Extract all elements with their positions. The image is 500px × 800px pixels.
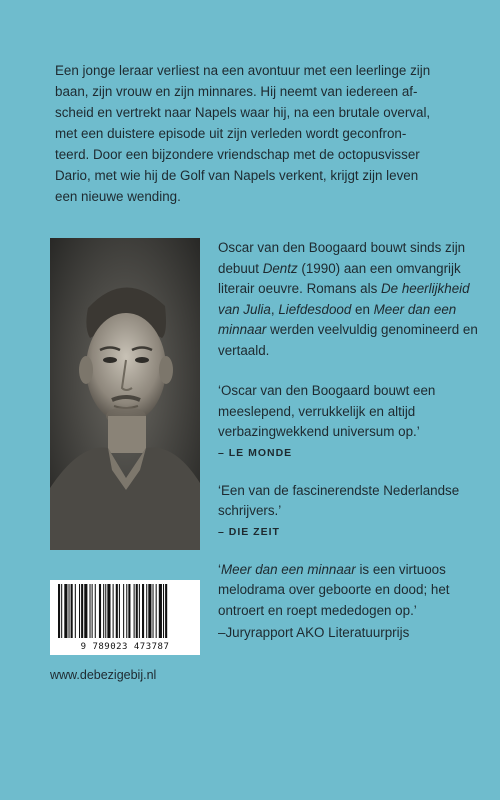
barcode bbox=[50, 580, 200, 655]
barcode-bar bbox=[139, 584, 140, 638]
barcode-bar bbox=[165, 584, 167, 638]
novel-title: Meer dan een minnaar bbox=[218, 301, 457, 337]
jury-text: is een virtuoos melodrama over geboorte en dood; het ontroert en roept mededogen op.’ bbox=[218, 561, 450, 618]
barcode-bar bbox=[113, 584, 114, 638]
review-source: – DIE ZEIT bbox=[218, 525, 280, 538]
barcode-bar bbox=[69, 584, 70, 638]
blurb-line: met een duistere episode uit zijn verleden wordt geconfron- bbox=[55, 126, 407, 141]
barcode-bar bbox=[103, 584, 104, 638]
blurb-line: scheid en vertrekt naar Napels waar hij, na een brutale overval, bbox=[55, 105, 431, 120]
barcode-bar bbox=[90, 584, 91, 638]
isbn-number: 9 789023 473787 bbox=[80, 642, 170, 652]
barcode-bar bbox=[148, 584, 151, 638]
barcode-bar bbox=[156, 584, 157, 638]
bio-text: Oscar van den Boogaard bouwt sinds zijn debuut bbox=[218, 240, 466, 276]
barcode-bar bbox=[58, 584, 60, 638]
barcode-bar bbox=[136, 584, 138, 638]
blurb-line: Een jonge leraar verliest na een avontuur met een leerlinge zijn bbox=[55, 63, 431, 78]
right-column bbox=[218, 238, 480, 663]
barcode-bar bbox=[92, 584, 93, 638]
barcode-bar bbox=[79, 584, 80, 638]
barcode-bars bbox=[56, 584, 194, 638]
barcode-bar bbox=[61, 584, 62, 638]
novel-title: Meer dan een minnaar bbox=[220, 561, 356, 577]
quote-mark: ‘ bbox=[218, 561, 221, 577]
blurb-line: Dario, met wie hij de Golf van Napels verkent, krijgt zijn leven bbox=[55, 168, 419, 183]
barcode-bar bbox=[75, 584, 76, 638]
blurb-line: teerd. Door een bijzondere vriendschap met de octopusvisser bbox=[55, 147, 420, 162]
barcode-bar bbox=[159, 584, 162, 638]
barcode-bar bbox=[126, 584, 127, 638]
barcode-bar bbox=[105, 584, 106, 638]
debut-title: Dentz bbox=[262, 260, 298, 276]
barcode-bar bbox=[81, 584, 83, 638]
bio-text: werden veelvuldig genomineerd en vertaald. bbox=[218, 322, 478, 358]
review-quote: ‘Oscar van den Boogaard bouwt een meeslepend, verrukkelijk en altijd verbazingwekkend universum op.’ bbox=[218, 383, 436, 439]
author-photo bbox=[50, 238, 200, 550]
barcode-bar bbox=[123, 584, 124, 638]
barcode-bar bbox=[119, 584, 120, 638]
bio-text: en bbox=[351, 301, 374, 317]
barcode-bar bbox=[99, 584, 101, 638]
barcode-bar bbox=[71, 584, 73, 638]
barcode-bar bbox=[134, 584, 135, 638]
barcode-bar bbox=[116, 584, 118, 638]
barcode-bar bbox=[95, 584, 96, 638]
jury-quote bbox=[218, 560, 480, 622]
author-bio bbox=[218, 238, 480, 361]
barcode-bar bbox=[142, 584, 144, 638]
barcode-bar bbox=[64, 584, 67, 638]
bio-text: (1990) aan een omvangrijk literair oeuvre. Romans als bbox=[218, 260, 461, 296]
jury-source: –Juryrapport AKO Literatuurprijs bbox=[218, 625, 410, 640]
publisher-website[interactable]: www.debezigebij.nl bbox=[50, 668, 157, 682]
barcode-bar bbox=[163, 584, 164, 638]
blurb-line: baan, zijn vrouw en zijn minnares. Hij neemt van iedereen af- bbox=[55, 84, 418, 99]
barcode-bar bbox=[107, 584, 110, 638]
barcode-bar bbox=[153, 584, 154, 638]
novel-title: Liefdesdood bbox=[278, 301, 352, 317]
bio-text: , bbox=[270, 301, 279, 317]
barcode-bar bbox=[84, 584, 87, 638]
barcode-bar bbox=[128, 584, 130, 638]
blurb-text bbox=[55, 60, 460, 207]
review-source: – LE MONDE bbox=[218, 446, 293, 459]
novel-title: De heerlijkheid van Julia bbox=[218, 281, 470, 317]
review-quote: ‘Een van de fascinerendste Nederlandse schrijvers.’ bbox=[218, 482, 460, 518]
blurb-line: een nieuwe wending. bbox=[55, 189, 181, 204]
barcode-bar bbox=[146, 584, 147, 638]
